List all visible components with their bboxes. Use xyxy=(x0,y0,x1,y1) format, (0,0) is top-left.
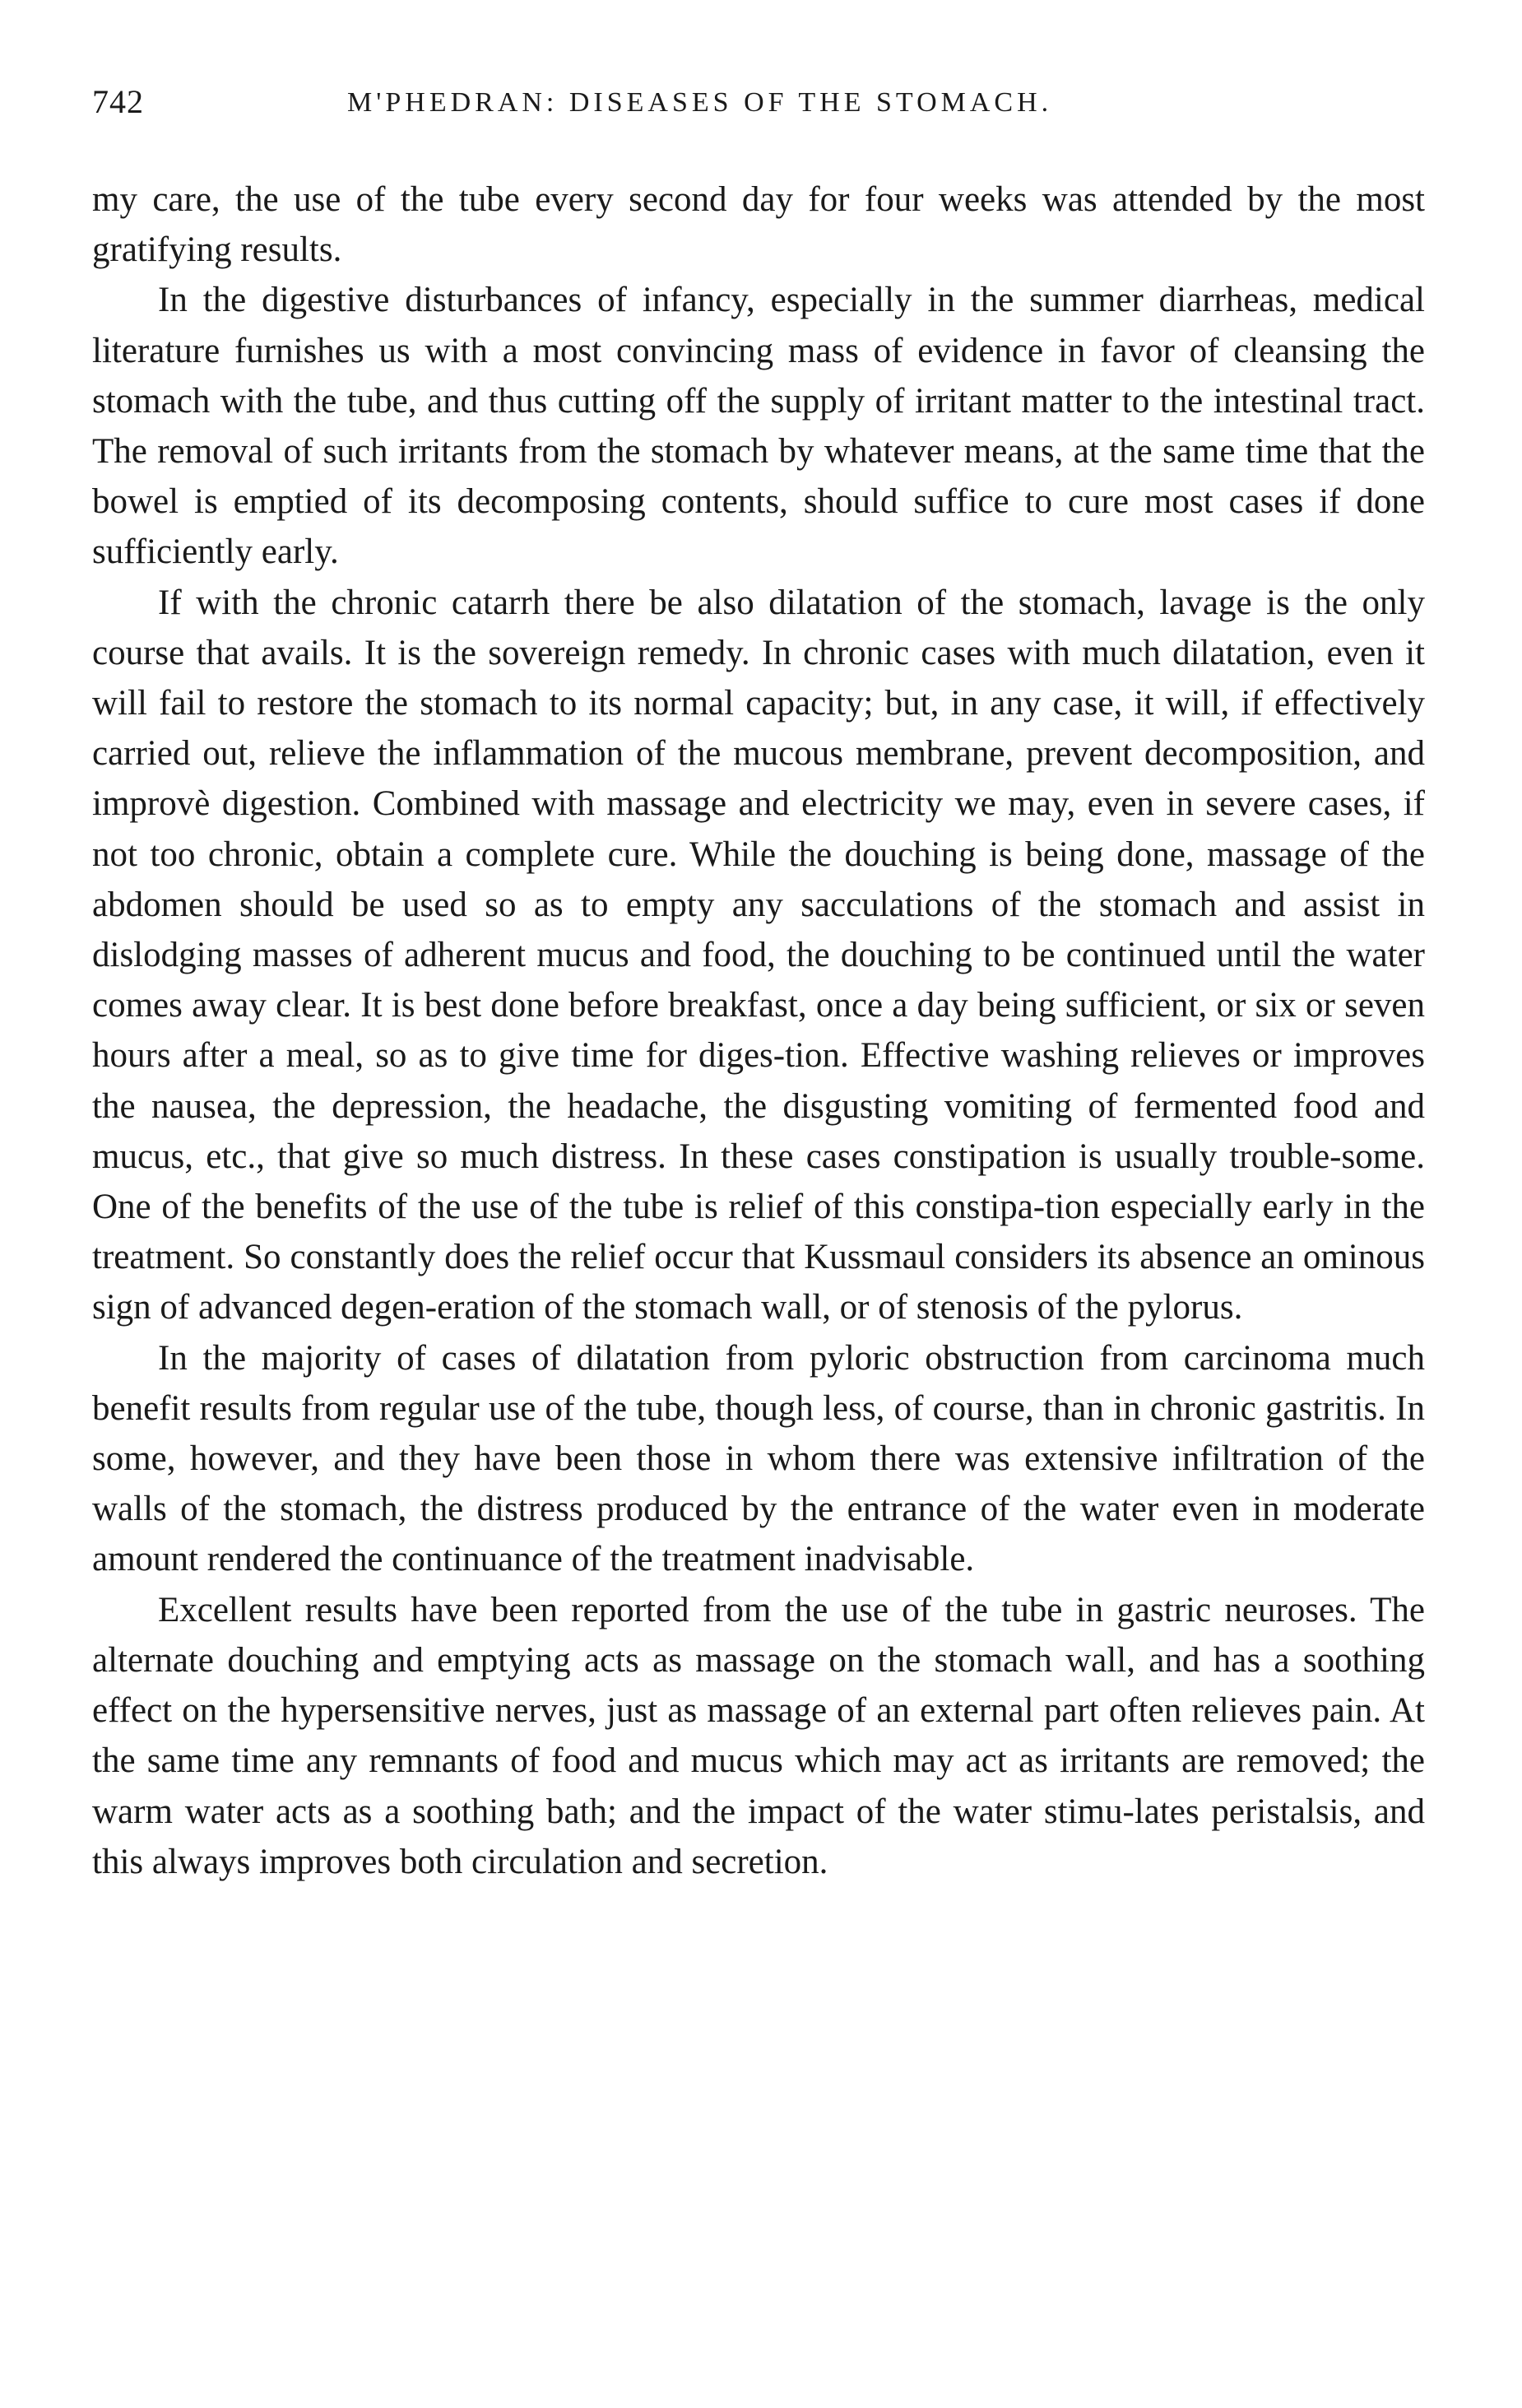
paragraph-carcinoma: In the majority of cases of dilatation from pyloric obstruction from carcinoma much benefit results from regular use of the tube, though less, of course, than in chronic gastritis. In some, however, and they have been those in whom there was extensive infiltration of the walls of the stomach, the distress produced by the entrance of the water even in moderate amount rendered the continuance of the treatment inadvisable. xyxy=(92,1338,1425,1579)
page-number: 742 xyxy=(92,83,144,120)
running-head xyxy=(92,82,1186,132)
paragraph-infancy-diarrheas: In the digestive disturbances of infancy, especially in the summer diarrheas, medical literature furnishes us with a most convincing mass of evidence in favor of cleansing the stomach with the tube, and thus cutting off the supply of irritant matter to the intestinal tract. The removal of such irritants from the stomach by whatever means, at the same time that the bowel is emptied of its decomposing contents, should suffice to cure most cases if done sufficiently early. xyxy=(92,281,1425,572)
paragraph-gastric-neuroses: Excellent results have been reported from the use of the tube in gastric neuroses. The alternate douching and emptying acts as massage on the stomach wall, and has a soothing effect on the hypersensitive nerves, just as massage of an external part often relieves pain. At the same time any remnants of food and mucus which may act as irritants are removed; the warm water acts as a soothing bath; and the impact of the water stimu-lates peristalsis, and this always improves both circulation and secretion. xyxy=(92,1590,1425,1881)
paragraph-chronic-catarrh: If with the chronic catarrh there be also dilatation of the stomach, lavage is the only course that avails. It is the sovereign remedy. In chronic cases with much dilatation, even it will fail to restore the stomach to its normal capacity; but, in any case, it will, if effectively carried out, relieve the inflammation of the mucous membrane, prevent decomposition, and improvè digestion. Combined with massage and electricity we may, even in severe cases, if not too chronic, obtain a complete cure. While the douching is being done, massage of the abdomen should be used so as to empty any sacculations of the stomach and assist in dislodging masses of adherent mucus and food, the douching to be continued until the water comes away clear. It is best done before breakfast, once a day being sufficient, or six or seven hours after a meal, so as to give time for diges-tion. Effective washing relieves or improves the nausea, the depression, the headache, the disgusting vomiting of fermented food and mucus, etc., that give so much distress. In these cases constipation is usually trouble-some. One of the benefits of the use of the tube is relief of this constipa-tion especially early in the treatment. So constantly does the relief occur that Kussmaul considers its absence an ominous sign of advanced degen-eration of the stomach wall, or of stenosis of the pylorus. xyxy=(92,583,1425,1327)
running-title: M'PHEDRAN: DISEASES OF THE STOMACH. xyxy=(347,87,1053,118)
body-text xyxy=(92,174,1425,1887)
paragraph-continued: my care, the use of the tube every second day for four weeks was attended by the most gratifying results. xyxy=(92,180,1425,270)
